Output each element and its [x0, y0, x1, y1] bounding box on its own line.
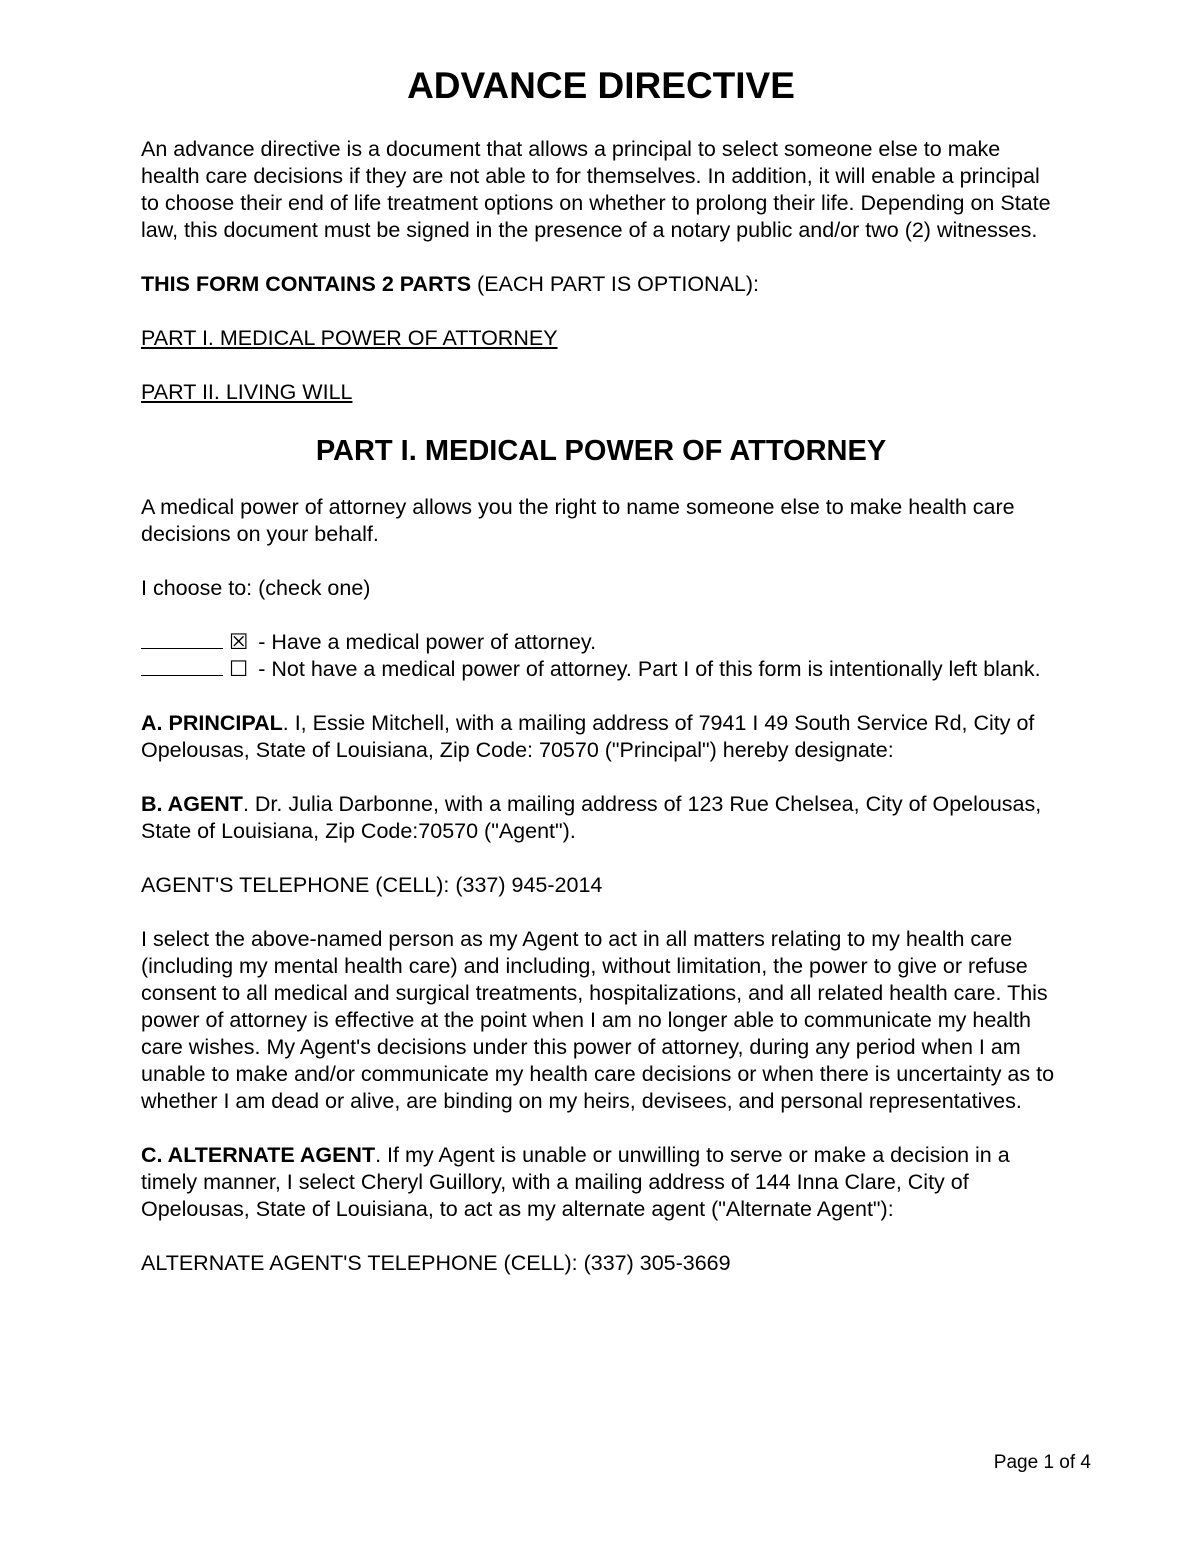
- principal-label: A. PRINCIPAL: [141, 711, 283, 735]
- alternate-agent-text: . If my Agent is unable or unwilling to serve or make a decision in a timely manner, I select Cheryl Guillory, with a mailing address of 144 Inna Clare, City of Opelousas, State of Louisiana, to act as my alternate agent ("Alternate Agent"):: [141, 1143, 1010, 1221]
- agent-section: [141, 791, 1061, 845]
- initial-blank[interactable]: [141, 630, 223, 649]
- intro-paragraph: An advance directive is a document that allows a principal to select someone else to make health care decisions if they are not able to for themselves. In addition, it will enable a principal to choose their end of life treatment options on whether to prolong their life. Depending on State law, this document must be signed in the presence of a notary public and/or two (2) witnesses.: [141, 137, 1051, 242]
- part-2-link[interactable]: PART II. LIVING WILL: [141, 380, 353, 404]
- alternate-agent-label: C. ALTERNATE AGENT: [141, 1143, 376, 1167]
- agent-label: B. AGENT: [141, 792, 243, 816]
- alternate-agent-phone: ALTERNATE AGENT'S TELEPHONE (CELL): (337) 305-3669: [141, 1251, 731, 1275]
- agent-text: . Dr. Julia Darbonne, with a mailing address of 123 Rue Chelsea, City of Opelousas, State of Louisiana, Zip Code:70570 ("Agent").: [141, 792, 1042, 843]
- choice-not-have-poa-text: - Not have a medical power of attorney. Part I of this form is intentionally left blank.: [252, 657, 1041, 681]
- initial-blank[interactable]: [141, 657, 223, 676]
- document-title: ADVANCE DIRECTIVE: [407, 65, 795, 106]
- part-1-heading: PART I. MEDICAL POWER OF ATTORNEY: [315, 435, 887, 467]
- choice-have-poa: [141, 629, 1061, 656]
- parts-heading-bold: THIS FORM CONTAINS 2 PARTS: [141, 272, 472, 296]
- part-2-link-row: [141, 379, 1061, 406]
- checkbox-checked-icon[interactable]: ☒: [229, 630, 249, 654]
- agent-powers-paragraph: I select the above-named person as my Agent to act in all matters relating to my health care (including my mental health care) and including, without limitation, the power to give or refuse consent to all medical and surgical treatments, hospitalizations, and all related health care. This power of attorney is effective at the point when I am no longer able to communicate my health care wishes. My Agent's decisions under this power of attorney, during any period when I am unable to make and/or communicate my health care decisions or when there is uncertainty as to whether I am dead or alive, are binding on my heirs, devisees, and personal representatives.: [141, 927, 1055, 1113]
- parts-heading-note: (EACH PART IS OPTIONAL):: [471, 272, 759, 296]
- checkbox-empty-icon[interactable]: ☐: [229, 657, 249, 681]
- choice-list: [141, 629, 1061, 683]
- agent-phone: AGENT'S TELEPHONE (CELL): (337) 945-2014: [141, 873, 603, 897]
- page-number: Page 1 of 4: [993, 1452, 1091, 1473]
- principal-section: [141, 710, 1061, 764]
- choice-have-poa-text: - Have a medical power of attorney.: [252, 630, 597, 654]
- alternate-agent-section: [141, 1142, 1061, 1223]
- choose-label: I choose to: (check one): [141, 576, 371, 600]
- principal-text: . I, Essie Mitchell, with a mailing address of 7941 I 49 South Service Rd, City of Opelousas, State of Louisiana, Zip Code: 70570 ("Principal") hereby designate:: [141, 711, 1035, 762]
- parts-heading: [141, 271, 1061, 298]
- choice-not-have-poa: [141, 656, 1061, 683]
- document-content: [141, 62, 1061, 1304]
- part-1-link-row: [141, 325, 1061, 352]
- part-1-link[interactable]: PART I. MEDICAL POWER OF ATTORNEY: [141, 326, 558, 350]
- part-1-description: A medical power of attorney allows you the right to name someone else to make health care decisions on your behalf.: [141, 495, 1015, 546]
